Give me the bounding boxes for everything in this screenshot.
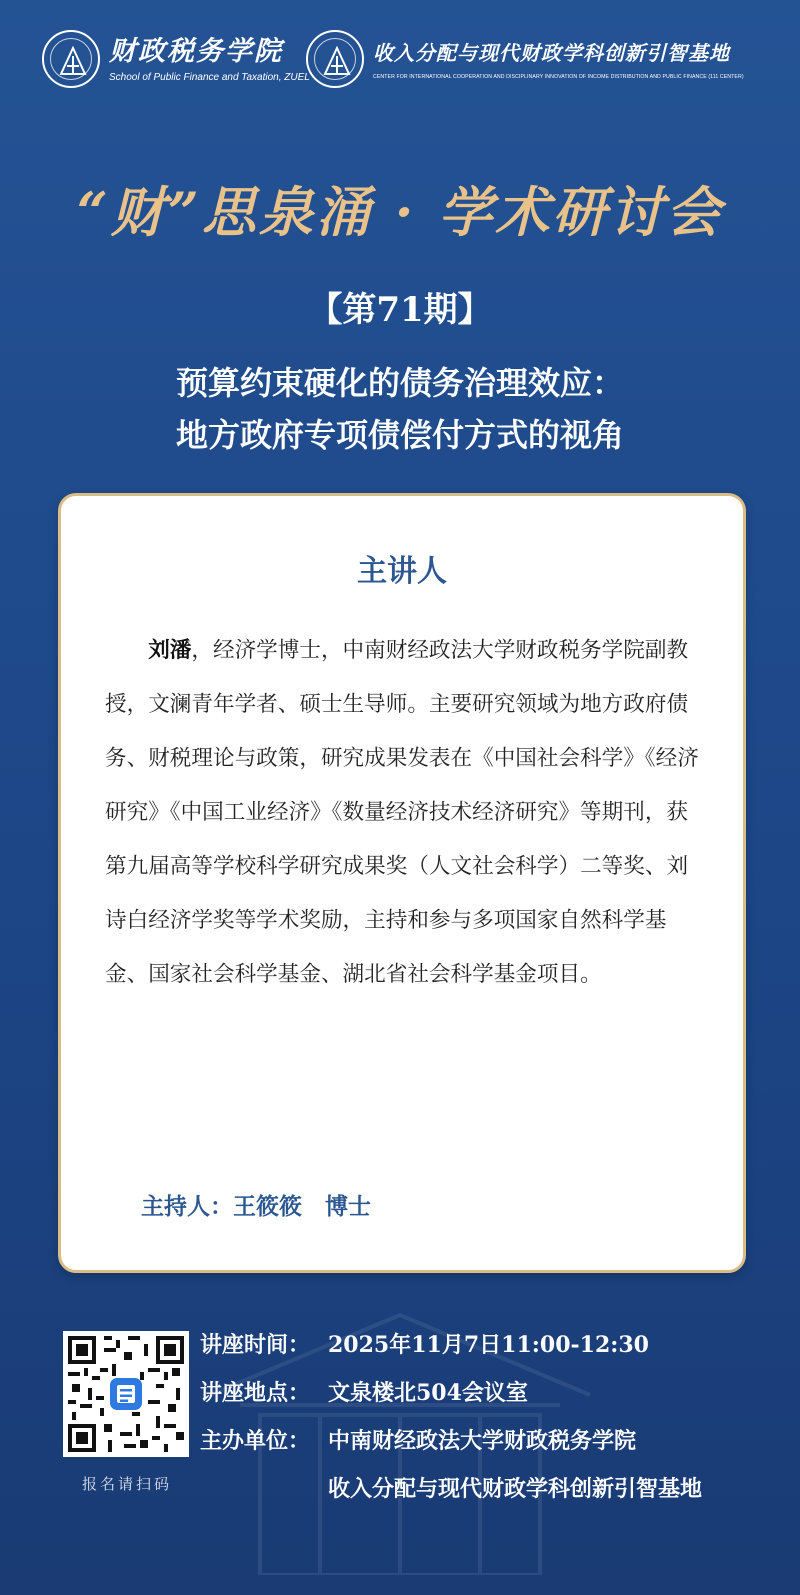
info-row-venue <box>200 1378 702 1426</box>
info-label: 主办单位： <box>200 1428 311 1454</box>
center-name-cn: 收入分配与现代财政学科创新引智基地 <box>373 41 730 65</box>
speaker-bio-text: ，经济学博士，中南财经政法大学财政税务学院副教授，文澜青年学者、硕士生导师。主要研究领域为地方政府债务、财税理论与政策，研究成果发表在《中国社会科学》《经济研究》《中国工业经济》《数量经济技术经济研究》等期刊，获第九届高等学校科学研究成果奖（人文社会科学）二等奖、刘诗白经济学奖等学术奖励，主持和参与多项国家自然科学基金、国家社会科学基金、湖北省社会科学基金项目。 <box>105 638 699 987</box>
qr-code-icon[interactable] <box>63 1331 189 1457</box>
topic-line-1: 预算约束硬化的债务治理效应： <box>175 364 624 402</box>
school-name-cn: 财政税务学院 <box>109 35 283 67</box>
lecture-topic <box>0 357 800 461</box>
info-value: 文泉楼北504会议室 <box>328 1380 528 1406</box>
qr-caption: 报名请扫码 <box>81 1475 172 1493</box>
issue-number: 【第71期】 <box>308 290 492 330</box>
topic-line-2: 地方政府专项债偿付方式的视角 <box>175 416 624 454</box>
school-name-en: School of Public Finance and Taxation, ZUEL <box>109 71 310 83</box>
speaker-bio <box>105 624 703 1002</box>
info-value: 中南财经政法大学财政税务学院 <box>328 1428 637 1454</box>
header-logos <box>42 30 762 92</box>
info-row-organizer-2 <box>200 1474 702 1522</box>
speaker-heading: 主讲人 <box>357 554 447 589</box>
center-logo <box>306 30 744 88</box>
speaker-name: 刘潘 <box>148 638 192 663</box>
event-info <box>200 1330 702 1522</box>
school-logo <box>42 30 310 88</box>
info-row-organizer <box>200 1426 702 1474</box>
info-label <box>200 1474 328 1522</box>
info-value: 收入分配与现代财政学科创新引智基地 <box>328 1476 703 1502</box>
info-label: 讲座地点： <box>200 1380 311 1406</box>
university-emblem-icon <box>42 30 100 88</box>
series-title: “财”思泉涌 · 学术研讨会 <box>76 180 724 244</box>
center-name-en: CENTER FOR INTERNATIONAL COOPERATION AND DISCIPLINARY INNOVATION OF INCOME DISTRIBUTION AND PUBLIC FINANCE (111 CENTER) <box>373 74 744 80</box>
info-row-time <box>200 1330 702 1378</box>
host-line: 主持人：王筱筱 博士 <box>141 1193 371 1220</box>
university-emblem-icon <box>306 30 364 88</box>
info-label: 讲座时间： <box>200 1332 311 1358</box>
speaker-card <box>58 493 746 1273</box>
info-value: 2025年11月7日11:00-12:30 <box>328 1332 649 1358</box>
